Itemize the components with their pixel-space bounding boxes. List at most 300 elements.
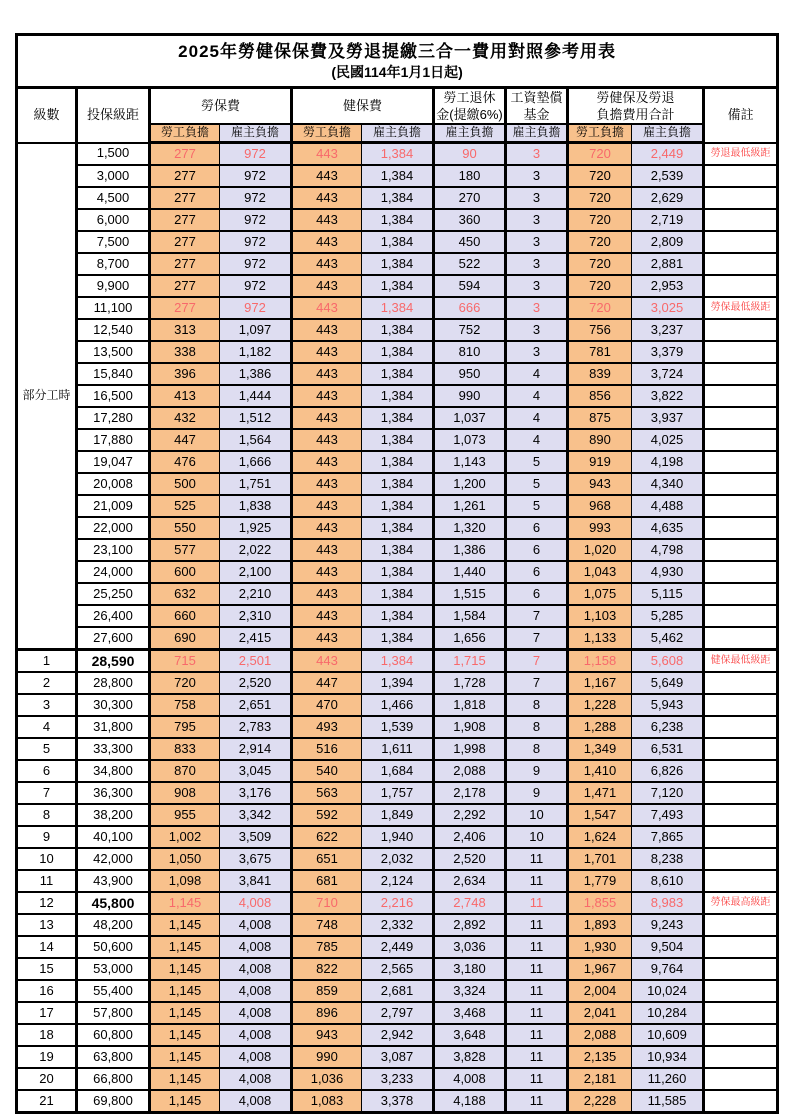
total-employee-cell: 993 — [568, 517, 632, 539]
health-employer-cell: 2,032 — [362, 848, 434, 870]
level-cell: 2 — [17, 672, 77, 694]
total-employee-cell: 1,967 — [568, 958, 632, 980]
header-group-row — [17, 88, 778, 125]
total-employee-cell: 1,855 — [568, 892, 632, 914]
remark-cell — [704, 561, 778, 583]
table-row — [17, 650, 778, 673]
total-employee-cell: 1,624 — [568, 826, 632, 848]
table-row — [17, 738, 778, 760]
col-header-health-insurance: 健保費 — [292, 88, 434, 125]
wage-fund-cell: 11 — [506, 936, 568, 958]
table-row — [17, 958, 778, 980]
labor-employer-cell: 972 — [220, 253, 292, 275]
total-employee-cell: 720 — [568, 275, 632, 297]
page-title: 2025年勞健保保費及勞退提繳三合一費用對照參考用表 — [178, 42, 616, 62]
pension-employer-cell: 3,324 — [434, 980, 506, 1002]
level-group-label: 部分工時 — [17, 143, 77, 650]
bracket-cell: 4,500 — [77, 187, 150, 209]
health-employee-cell: 443 — [292, 363, 362, 385]
health-employee-cell: 785 — [292, 936, 362, 958]
labor-employee-cell: 1,002 — [150, 826, 220, 848]
col-header-level: 級數 — [17, 88, 77, 143]
labor-employee-cell: 908 — [150, 782, 220, 804]
labor-employee-cell: 1,050 — [150, 848, 220, 870]
total-employee-cell: 1,167 — [568, 672, 632, 694]
total-employee-cell: 943 — [568, 473, 632, 495]
total-employer-cell: 2,881 — [632, 253, 704, 275]
pension-employer-cell: 1,715 — [434, 650, 506, 673]
health-employer-cell: 1,611 — [362, 738, 434, 760]
subheader-wage-fund-employer: 雇主負擔 — [506, 124, 568, 143]
pension-employer-cell: 1,143 — [434, 451, 506, 473]
wage-fund-cell: 3 — [506, 143, 568, 166]
total-employer-cell: 8,238 — [632, 848, 704, 870]
health-employee-cell: 710 — [292, 892, 362, 914]
labor-employee-cell: 500 — [150, 473, 220, 495]
health-employee-cell: 443 — [292, 341, 362, 363]
health-employer-cell: 1,384 — [362, 583, 434, 605]
health-employee-cell: 443 — [292, 539, 362, 561]
health-employee-cell: 990 — [292, 1046, 362, 1068]
bracket-cell: 21,009 — [77, 495, 150, 517]
total-employer-cell: 6,826 — [632, 760, 704, 782]
pension-employer-cell: 810 — [434, 341, 506, 363]
labor-employer-cell: 4,008 — [220, 936, 292, 958]
health-employer-cell: 1,384 — [362, 319, 434, 341]
health-employer-cell: 1,384 — [362, 605, 434, 627]
wage-fund-cell: 6 — [506, 517, 568, 539]
table-title-block — [17, 35, 778, 88]
total-employer-cell: 10,934 — [632, 1046, 704, 1068]
total-employee-cell: 2,088 — [568, 1024, 632, 1046]
health-employee-cell: 592 — [292, 804, 362, 826]
total-employer-cell: 5,649 — [632, 672, 704, 694]
labor-employer-cell: 2,520 — [220, 672, 292, 694]
pension-employer-cell: 2,406 — [434, 826, 506, 848]
labor-employee-cell: 277 — [150, 297, 220, 319]
total-employee-cell: 1,471 — [568, 782, 632, 804]
remark-cell — [704, 605, 778, 627]
health-employee-cell: 443 — [292, 187, 362, 209]
wage-fund-cell: 3 — [506, 319, 568, 341]
subheader-pension-employer: 雇主負擔 — [434, 124, 506, 143]
labor-employer-cell: 2,310 — [220, 605, 292, 627]
table-row — [17, 407, 778, 429]
total-employee-cell: 1,349 — [568, 738, 632, 760]
bracket-cell: 8,700 — [77, 253, 150, 275]
pension-employer-cell: 2,292 — [434, 804, 506, 826]
labor-employer-cell: 4,008 — [220, 980, 292, 1002]
total-employee-cell: 875 — [568, 407, 632, 429]
labor-employee-cell: 1,145 — [150, 1090, 220, 1113]
labor-employee-cell: 550 — [150, 517, 220, 539]
subheader-total-employer: 雇主負擔 — [632, 124, 704, 143]
table-row — [17, 716, 778, 738]
health-employer-cell: 1,384 — [362, 473, 434, 495]
bracket-cell: 24,000 — [77, 561, 150, 583]
pension-employer-cell: 1,440 — [434, 561, 506, 583]
health-employee-cell: 443 — [292, 407, 362, 429]
table-row — [17, 231, 778, 253]
labor-employee-cell: 758 — [150, 694, 220, 716]
health-employee-cell: 563 — [292, 782, 362, 804]
remark-cell — [704, 187, 778, 209]
bracket-cell: 30,300 — [77, 694, 150, 716]
wage-fund-cell: 11 — [506, 1046, 568, 1068]
table-row — [17, 760, 778, 782]
remark-cell — [704, 451, 778, 473]
total-employer-cell: 5,115 — [632, 583, 704, 605]
labor-employer-cell: 972 — [220, 275, 292, 297]
remark-cell — [704, 1002, 778, 1024]
table-row — [17, 253, 778, 275]
bracket-cell: 15,840 — [77, 363, 150, 385]
level-cell: 13 — [17, 914, 77, 936]
pension-employer-cell: 3,180 — [434, 958, 506, 980]
table-row — [17, 1024, 778, 1046]
remark-cell — [704, 517, 778, 539]
table-row — [17, 143, 778, 166]
health-employer-cell: 2,797 — [362, 1002, 434, 1024]
remark-cell: 勞保最低級距 — [704, 297, 778, 319]
pension-employer-cell: 990 — [434, 385, 506, 407]
labor-employer-cell: 3,176 — [220, 782, 292, 804]
health-employee-cell: 443 — [292, 385, 362, 407]
wage-fund-cell: 3 — [506, 209, 568, 231]
total-employee-cell: 1,930 — [568, 936, 632, 958]
bracket-cell: 27,600 — [77, 627, 150, 650]
total-employer-cell: 4,798 — [632, 539, 704, 561]
remark-cell — [704, 341, 778, 363]
remark-cell — [704, 1090, 778, 1113]
table-row — [17, 804, 778, 826]
health-employer-cell: 1,384 — [362, 297, 434, 319]
health-employer-cell: 1,384 — [362, 495, 434, 517]
level-cell: 3 — [17, 694, 77, 716]
total-employee-cell: 720 — [568, 187, 632, 209]
remark-cell — [704, 363, 778, 385]
pension-employer-cell: 3,648 — [434, 1024, 506, 1046]
total-employee-cell: 756 — [568, 319, 632, 341]
wage-fund-cell: 9 — [506, 760, 568, 782]
pension-employer-cell: 2,634 — [434, 870, 506, 892]
wage-fund-cell: 11 — [506, 980, 568, 1002]
health-employer-cell: 1,384 — [362, 231, 434, 253]
labor-employer-cell: 4,008 — [220, 1090, 292, 1113]
table-row — [17, 209, 778, 231]
labor-employer-cell: 4,008 — [220, 1068, 292, 1090]
level-cell: 19 — [17, 1046, 77, 1068]
health-employer-cell: 3,378 — [362, 1090, 434, 1113]
labor-employee-cell: 870 — [150, 760, 220, 782]
labor-employer-cell: 1,925 — [220, 517, 292, 539]
labor-employee-cell: 413 — [150, 385, 220, 407]
bracket-cell: 6,000 — [77, 209, 150, 231]
remark-cell — [704, 407, 778, 429]
table-row — [17, 672, 778, 694]
labor-employee-cell: 795 — [150, 716, 220, 738]
health-employer-cell: 1,384 — [362, 451, 434, 473]
table-row — [17, 275, 778, 297]
health-employee-cell: 470 — [292, 694, 362, 716]
health-employer-cell: 1,384 — [362, 650, 434, 673]
table-row — [17, 1090, 778, 1113]
health-employer-cell: 1,384 — [362, 187, 434, 209]
labor-employer-cell: 1,097 — [220, 319, 292, 341]
total-employer-cell: 3,237 — [632, 319, 704, 341]
labor-employee-cell: 715 — [150, 650, 220, 673]
bracket-cell: 31,800 — [77, 716, 150, 738]
total-employer-cell: 6,238 — [632, 716, 704, 738]
wage-fund-cell: 4 — [506, 429, 568, 451]
health-employer-cell: 1,384 — [362, 627, 434, 650]
remark-cell — [704, 429, 778, 451]
remark-cell — [704, 936, 778, 958]
total-employee-cell: 720 — [568, 209, 632, 231]
pension-employer-cell: 450 — [434, 231, 506, 253]
labor-employer-cell: 3,841 — [220, 870, 292, 892]
health-employer-cell: 1,384 — [362, 143, 434, 166]
total-employee-cell: 890 — [568, 429, 632, 451]
bracket-cell: 50,600 — [77, 936, 150, 958]
bracket-cell: 48,200 — [77, 914, 150, 936]
total-employer-cell: 7,493 — [632, 804, 704, 826]
pension-employer-cell: 752 — [434, 319, 506, 341]
total-employer-cell: 5,608 — [632, 650, 704, 673]
bracket-cell: 66,800 — [77, 1068, 150, 1090]
remark-cell — [704, 319, 778, 341]
remark-cell: 勞退最低級距 — [704, 143, 778, 166]
total-employer-cell: 7,865 — [632, 826, 704, 848]
total-employer-cell: 9,764 — [632, 958, 704, 980]
total-employee-cell: 2,004 — [568, 980, 632, 1002]
health-employer-cell: 1,384 — [362, 561, 434, 583]
total-employer-cell: 5,285 — [632, 605, 704, 627]
total-employee-cell: 968 — [568, 495, 632, 517]
bracket-cell: 55,400 — [77, 980, 150, 1002]
bracket-cell: 42,000 — [77, 848, 150, 870]
health-employee-cell: 447 — [292, 672, 362, 694]
labor-employer-cell: 1,444 — [220, 385, 292, 407]
total-employee-cell: 856 — [568, 385, 632, 407]
labor-employee-cell: 690 — [150, 627, 220, 650]
labor-employee-cell: 1,145 — [150, 936, 220, 958]
health-employer-cell: 1,394 — [362, 672, 434, 694]
health-employee-cell: 443 — [292, 209, 362, 231]
bracket-cell: 26,400 — [77, 605, 150, 627]
labor-employee-cell: 1,145 — [150, 1002, 220, 1024]
subheader-total-employee: 勞工負擔 — [568, 124, 632, 143]
pension-employer-cell: 1,908 — [434, 716, 506, 738]
wage-fund-cell: 8 — [506, 716, 568, 738]
table-row — [17, 782, 778, 804]
pension-employer-cell: 2,088 — [434, 760, 506, 782]
table-row — [17, 561, 778, 583]
health-employee-cell: 443 — [292, 495, 362, 517]
wage-fund-cell: 10 — [506, 826, 568, 848]
level-cell: 10 — [17, 848, 77, 870]
table-row — [17, 605, 778, 627]
wage-fund-cell: 6 — [506, 583, 568, 605]
total-employer-cell: 4,488 — [632, 495, 704, 517]
col-header-pension — [434, 88, 506, 125]
wage-fund-cell: 4 — [506, 385, 568, 407]
wage-fund-cell: 3 — [506, 341, 568, 363]
health-employee-cell: 651 — [292, 848, 362, 870]
page-subtitle: (民國114年1月1日起) — [331, 63, 463, 80]
labor-employee-cell: 277 — [150, 187, 220, 209]
bracket-cell: 33,300 — [77, 738, 150, 760]
health-employer-cell: 1,384 — [362, 341, 434, 363]
labor-employer-cell: 2,100 — [220, 561, 292, 583]
total-employer-cell: 2,539 — [632, 165, 704, 187]
remark-cell — [704, 583, 778, 605]
labor-employer-cell: 2,210 — [220, 583, 292, 605]
health-employer-cell: 1,384 — [362, 407, 434, 429]
table-row — [17, 495, 778, 517]
wage-fund-cell: 11 — [506, 1002, 568, 1024]
pension-employer-cell: 1,386 — [434, 539, 506, 561]
bracket-cell: 11,100 — [77, 297, 150, 319]
health-employee-cell: 516 — [292, 738, 362, 760]
pension-employer-cell: 1,656 — [434, 627, 506, 650]
remark-cell — [704, 694, 778, 716]
pension-employer-cell: 2,748 — [434, 892, 506, 914]
total-employee-cell: 1,158 — [568, 650, 632, 673]
col-header-wage-fund-line2: 基金 — [523, 107, 550, 122]
health-employee-cell: 822 — [292, 958, 362, 980]
remark-cell — [704, 782, 778, 804]
health-employer-cell: 1,684 — [362, 760, 434, 782]
health-employee-cell: 1,083 — [292, 1090, 362, 1113]
remark-cell — [704, 716, 778, 738]
total-employer-cell: 11,585 — [632, 1090, 704, 1113]
wage-fund-cell: 7 — [506, 672, 568, 694]
table-row — [17, 473, 778, 495]
remark-cell — [704, 385, 778, 407]
total-employee-cell: 1,410 — [568, 760, 632, 782]
health-employee-cell: 443 — [292, 143, 362, 166]
labor-employee-cell: 396 — [150, 363, 220, 385]
health-employer-cell: 1,384 — [362, 363, 434, 385]
table-row — [17, 385, 778, 407]
level-cell: 7 — [17, 782, 77, 804]
subheader-labor-employee: 勞工負擔 — [150, 124, 220, 143]
total-employee-cell: 1,043 — [568, 561, 632, 583]
health-employee-cell: 443 — [292, 297, 362, 319]
labor-employer-cell: 2,022 — [220, 539, 292, 561]
table-row — [17, 694, 778, 716]
total-employer-cell: 2,953 — [632, 275, 704, 297]
health-employer-cell: 1,940 — [362, 826, 434, 848]
labor-employer-cell: 4,008 — [220, 914, 292, 936]
labor-employee-cell: 600 — [150, 561, 220, 583]
labor-employee-cell: 660 — [150, 605, 220, 627]
total-employer-cell: 10,284 — [632, 1002, 704, 1024]
wage-fund-cell: 3 — [506, 231, 568, 253]
total-employee-cell: 1,893 — [568, 914, 632, 936]
labor-employee-cell: 277 — [150, 209, 220, 231]
pension-employer-cell: 270 — [434, 187, 506, 209]
total-employer-cell: 7,120 — [632, 782, 704, 804]
health-employee-cell: 443 — [292, 583, 362, 605]
level-cell: 1 — [17, 650, 77, 673]
health-employee-cell: 443 — [292, 253, 362, 275]
level-cell: 6 — [17, 760, 77, 782]
total-employee-cell: 1,288 — [568, 716, 632, 738]
pension-employer-cell: 1,818 — [434, 694, 506, 716]
pension-employer-cell: 1,073 — [434, 429, 506, 451]
pension-employer-cell: 1,261 — [434, 495, 506, 517]
remark-cell — [704, 539, 778, 561]
labor-employee-cell: 1,145 — [150, 1068, 220, 1090]
health-employer-cell: 2,449 — [362, 936, 434, 958]
bracket-cell: 28,800 — [77, 672, 150, 694]
pension-employer-cell: 594 — [434, 275, 506, 297]
health-employee-cell: 681 — [292, 870, 362, 892]
table-row — [17, 980, 778, 1002]
labor-employee-cell: 277 — [150, 231, 220, 253]
pension-employer-cell: 2,520 — [434, 848, 506, 870]
health-employer-cell: 1,384 — [362, 539, 434, 561]
wage-fund-cell: 5 — [506, 473, 568, 495]
health-employee-cell: 443 — [292, 473, 362, 495]
level-cell: 15 — [17, 958, 77, 980]
remark-cell — [704, 870, 778, 892]
remark-cell — [704, 672, 778, 694]
labor-employee-cell: 432 — [150, 407, 220, 429]
remark-cell — [704, 275, 778, 297]
labor-employee-cell: 720 — [150, 672, 220, 694]
wage-fund-cell: 7 — [506, 650, 568, 673]
table-row — [17, 1002, 778, 1024]
labor-employer-cell: 4,008 — [220, 958, 292, 980]
wage-fund-cell: 5 — [506, 451, 568, 473]
table-row — [17, 583, 778, 605]
total-employer-cell: 3,822 — [632, 385, 704, 407]
wage-fund-cell: 11 — [506, 848, 568, 870]
pension-employer-cell: 950 — [434, 363, 506, 385]
total-employee-cell: 1,228 — [568, 694, 632, 716]
table-row — [17, 429, 778, 451]
total-employer-cell: 11,260 — [632, 1068, 704, 1090]
total-employee-cell: 1,547 — [568, 804, 632, 826]
labor-employee-cell: 833 — [150, 738, 220, 760]
total-employee-cell: 720 — [568, 143, 632, 166]
wage-fund-cell: 11 — [506, 870, 568, 892]
health-employee-cell: 622 — [292, 826, 362, 848]
col-header-pension-line1: 勞工退休 — [443, 90, 496, 105]
labor-employer-cell: 972 — [220, 209, 292, 231]
labor-employer-cell: 2,651 — [220, 694, 292, 716]
table-row — [17, 297, 778, 319]
labor-employee-cell: 632 — [150, 583, 220, 605]
labor-employee-cell: 1,145 — [150, 892, 220, 914]
pension-employer-cell: 1,515 — [434, 583, 506, 605]
pension-employer-cell: 1,728 — [434, 672, 506, 694]
bracket-cell: 22,000 — [77, 517, 150, 539]
labor-employee-cell: 1,145 — [150, 1046, 220, 1068]
health-employee-cell: 443 — [292, 429, 362, 451]
total-employer-cell: 9,504 — [632, 936, 704, 958]
health-employee-cell: 443 — [292, 451, 362, 473]
wage-fund-cell: 3 — [506, 165, 568, 187]
bracket-cell: 57,800 — [77, 1002, 150, 1024]
labor-employer-cell: 3,509 — [220, 826, 292, 848]
pension-employer-cell: 4,188 — [434, 1090, 506, 1113]
wage-fund-cell: 9 — [506, 782, 568, 804]
col-header-wage-fund — [506, 88, 568, 125]
